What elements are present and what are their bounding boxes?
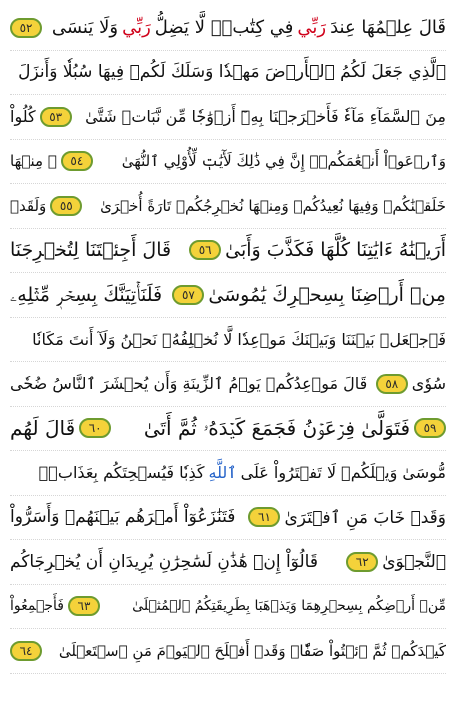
verse-number-marker: ٦٠ — [79, 418, 111, 438]
verse-number-marker: ٥٨ — [376, 374, 408, 394]
text-line-9 — [10, 362, 446, 407]
text-line-3 — [10, 95, 446, 140]
verse-text — [10, 552, 318, 572]
verse-words: قَالَ أَجِئۡتَنَا لِتُخۡرِجَنَا — [10, 239, 172, 262]
verse-text — [10, 151, 93, 171]
verse-text — [10, 416, 111, 440]
text-line-7 — [10, 273, 446, 318]
verse-words: فَتَوَلَّىٰ فِرۡعَوۡنُ فَجَمَعَ كَيۡدَهُۥ ثُمَّ أَتَىٰ — [143, 416, 410, 441]
verse-number-marker: ٥٧ — [172, 285, 204, 305]
verse-text — [59, 642, 446, 660]
verse-words: وَقَدۡ خَابَ مَنِ ٱفۡتَرَىٰ — [284, 507, 446, 528]
verse-text — [100, 197, 446, 215]
text-line-2 — [10, 51, 446, 96]
verse-number-marker: ٦٣ — [68, 596, 100, 616]
text-line-13 — [10, 540, 446, 585]
verse-text — [10, 596, 100, 616]
verse-words: فَلَنَأۡتِيَنَّكَ بِسِحۡرٖ مِّثۡلِهِۦ — [10, 283, 163, 306]
verse-words: مِّنۡ أَرۡضِكُم بِسِحۡرِهِمَا وَيَذۡهَبَا بِطَرِيقَتِكُمُ ٱلۡمُثۡلَىٰ — [132, 598, 446, 615]
verse-words: ۞ مِنۡهَا — [10, 152, 57, 171]
text-line-8 — [10, 318, 446, 363]
verse-number-marker: ٦٤ — [10, 641, 42, 661]
verse-words: ٱلنَّجۡوَىٰ — [382, 551, 446, 572]
verse-text — [10, 196, 82, 216]
verse-text — [346, 552, 446, 572]
divine-name-highlight: ٱللَّهِ — [208, 463, 237, 483]
verse-text — [10, 239, 171, 261]
verse-text — [10, 507, 235, 527]
verse-words: خَلَقۡنَٰكُمۡ وَفِيهَا نُعِيدُكُمۡ وَمِنۡهَا نُخۡرِجُكُمۡ تَارَةً أُخۡرَىٰ — [100, 196, 446, 215]
verse-words: كُلُواْ — [10, 107, 36, 127]
verse-words: أَرَيۡنَٰهُ ءَايَٰتِنَا كُلَّهَا فَكَذَّبَ وَأَبَىٰ — [225, 239, 446, 262]
verse-text — [32, 330, 446, 349]
verse-words: فَأَجۡمِعُواْ — [10, 598, 64, 615]
verse-text — [85, 107, 446, 126]
verse-number-marker: ٥٣ — [40, 107, 72, 127]
verse-number-marker: ٦٢ — [346, 552, 378, 572]
verse-text — [248, 507, 446, 528]
verse-number-marker: ٥٩ — [414, 418, 446, 438]
verse-text — [144, 416, 446, 440]
verse-text — [122, 152, 446, 170]
divine-name-highlight: رَبِّي — [122, 17, 151, 39]
verse-words: وَٱرۡعَوۡاْ أَنۡعَٰمَكُمۡۚ إِنَّ فِي ذَٰلِكَ لَأٓيَٰتٖ لِّأُوْلِي ٱلنُّهَىٰ — [121, 152, 446, 171]
verse-text — [189, 239, 446, 261]
verse-text — [10, 284, 162, 306]
verse-words: مِنَ ٱلسَّمَآءِ مَآءٗ فَأَخۡرَجۡنَا بِهِۦٓ أَزۡوَٰجٗا مِّن نَّبَاتٖ شَتَّىٰ — [85, 107, 446, 127]
verse-number-marker: ٦١ — [248, 507, 280, 527]
verse-number-marker: ٥٢ — [10, 18, 42, 38]
verse-text — [52, 17, 446, 38]
verse-number-marker: ٥٥ — [50, 196, 82, 216]
text-line-4 — [10, 140, 446, 185]
divine-name-highlight: رَبِّي — [297, 17, 327, 39]
text-line-6 — [10, 229, 446, 274]
verse-words: مِنۡ أَرۡضِنَا بِسِحۡرِكَ يَٰمُوسَىٰ — [208, 283, 446, 306]
verse-words: كَيۡدَكُمۡ ثُمَّ ٱئۡتُواْ صَفّٗاۚ وَقَدۡ أَفۡلَحَ ٱلۡيَوۡمَ مَنِ ٱسۡتَعۡلَىٰ — [58, 641, 446, 660]
verse-text — [10, 107, 72, 127]
verse-words: سُوٗى — [411, 374, 446, 394]
verse-words: كَذِبٗا فَيُسۡحِتَكُم بِعَذَابٖۖ — [38, 463, 205, 483]
verse-number-marker: ٥٤ — [61, 151, 93, 171]
verse-text — [10, 374, 367, 393]
text-line-1 — [10, 6, 446, 51]
verse-text — [39, 463, 446, 482]
verse-words: وَلَقَدۡ — [10, 196, 47, 215]
verse-words: وَلَا يَنسَى — [51, 17, 119, 39]
verse-words: قَالُوٓاْ إِنۡ هَٰذَٰنِ لَسَٰحِرَٰنِ يُرِيدَانِ أَن يُخۡرِجَاكُم — [10, 551, 318, 572]
verse-words: فِي كِتَٰبٖۖ لَّا يَضِلُّ — [154, 17, 294, 39]
verse-words: مُّوسَىٰ وَيۡلَكُمۡ لَا تَفۡتَرُواْ عَلَى — [240, 463, 446, 483]
verse-words: ٱلَّذِي جَعَلَ لَكُمُ ٱلۡأَرۡضَ مَهۡدٗا وَسَلَكَ لَكُمۡ فِيهَا سُبُلٗا وَأَنزَلَ — [18, 62, 446, 83]
verse-text — [18, 62, 446, 82]
text-line-12 — [10, 496, 446, 541]
verse-words: فَٱجۡعَلۡ بَيۡنَنَا وَبَيۡنَكَ مَوۡعِدٗا لَّا نُخۡلِفُهُۥ نَحۡنُ وَلَآ أَنتَ مَكَانٗا — [32, 329, 446, 349]
text-line-10 — [10, 407, 446, 452]
verse-words: قَالَ لَهُم — [10, 416, 76, 441]
text-line-14 — [10, 585, 446, 630]
verse-words: قَالَ مَوۡعِدُكُمۡ يَوۡمُ ٱلزِّينَةِ وَأَن يُحۡشَرَ ٱلنَّاسُ ضُحٗى — [10, 374, 368, 394]
verse-number-marker: ٥٦ — [189, 240, 221, 260]
verse-words: قَالَ عِلۡمُهَا عِندَ — [330, 17, 446, 39]
text-line-11 — [10, 451, 446, 496]
verse-words: فَتَنَٰزَعُوٓاْ أَمۡرَهُم بَيۡنَهُمۡ وَأَسَرُّواْ — [10, 507, 236, 528]
verse-text — [376, 374, 446, 394]
text-line-5 — [10, 184, 446, 229]
verse-text — [172, 284, 446, 306]
verse-text — [132, 598, 446, 614]
text-line-15 — [10, 629, 446, 674]
